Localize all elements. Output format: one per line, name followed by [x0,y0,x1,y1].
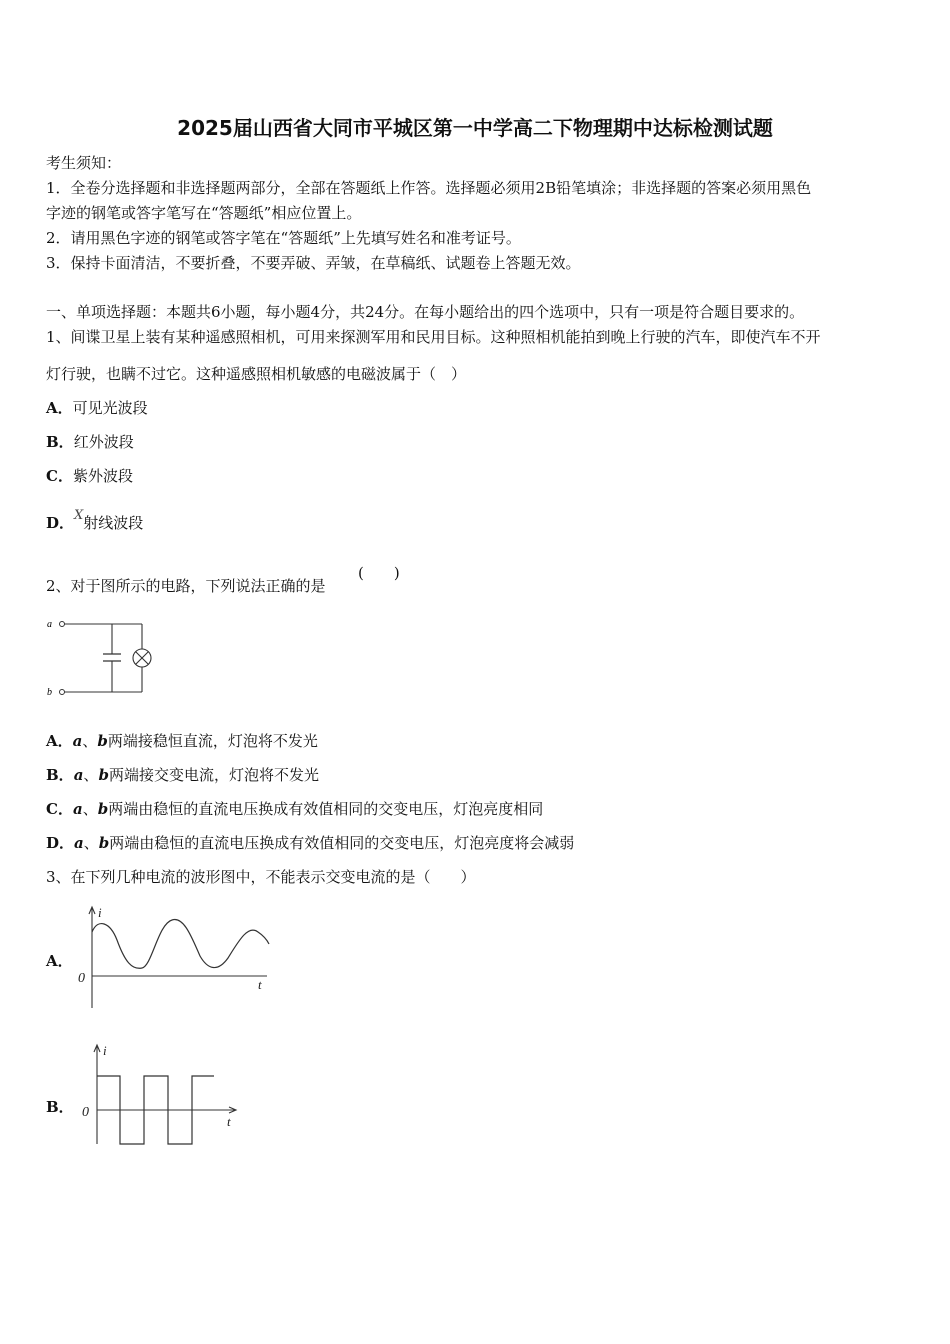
var-a: a [73,766,84,784]
q2-option-c [46,799,543,819]
option-text: 红外波段 [73,433,134,451]
option-label: A． [46,732,73,750]
q2-stem: 2、对于图所示的电路，下列说法正确的是 [46,577,326,595]
option-label: A． [46,952,73,970]
axis-i-label: i [103,1043,107,1058]
var-b: b [97,800,109,818]
q3-stem: 3、在下列几种电流的波形图中，不能表示交变电流的是（ ） [46,868,476,886]
separator: 、 [82,800,98,818]
separator: 、 [83,834,99,852]
terminal-a [60,622,65,627]
q1-stem-line-1: 1、间谍卫星上装有某种遥感照相机，可用来探测军用和民用目标。这种照相机能拍到晚上行驶的汽车，即使汽车不开 [46,328,821,346]
var-a: a [72,800,83,818]
q1-option-c [46,466,133,486]
q1-option-d [46,508,144,535]
option-text: 可见光波段 [72,399,148,417]
origin-label: 0 [82,1105,89,1120]
separator: 、 [83,766,99,784]
option-label: D． [46,514,75,532]
q2-option-b [46,765,319,785]
lamp [133,649,151,667]
circuit-wires [65,624,143,692]
q2-circuit-diagram [44,612,164,702]
option-label: C． [46,800,73,818]
capacitor [103,654,121,661]
var-b: b [98,834,110,852]
notice-item-1-line-1: 1．全卷分选择题和非选择题两部分，全部在答题纸上作答。选择题必须用2B铅笔填涂；非选择题的答案必须用黑色 [46,179,812,197]
option-text: 两端接稳恒直流，灯泡将不发光 [107,732,318,750]
q3-option-a-label [46,951,73,971]
axis-i-label: i [98,905,102,920]
axes [94,1045,236,1144]
option-text: 紫外波段 [72,467,133,485]
separator: 、 [82,732,98,750]
terminal-b-label: b [47,687,52,698]
option-text: 射线波段 [83,514,144,532]
page-title: 2025届山西省大同市平城区第一中学高二下物理期中达标检测试题 [177,116,773,140]
notice-item-2: 2．请用黑色字迹的钢笔或答字笔在“答题纸”上先填写姓名和准考证号。 [46,229,521,247]
option-text: 两端接交变电流，灯泡将不发光 [108,766,319,784]
terminal-a-label: a [47,619,52,630]
notice-heading: 考生须知： [46,154,122,172]
var-a: a [72,732,83,750]
option-text: 两端由稳恒的直流电压换成有效值相同的交变电压，灯泡亮度将会减弱 [109,834,575,852]
q1-option-a [46,398,148,418]
q1-stem-line-2: 灯行驶，也瞒不过它。这种遥感照相机敏感的电磁波属于（ ） [46,365,467,383]
q2-answer-paren: ( ) [358,564,400,582]
axis-t-label: t [258,977,262,992]
notice-item-1-line-2: 字迹的钢笔或答字笔写在“答题纸”相应位置上。 [46,204,362,222]
origin-label: 0 [78,971,85,986]
notice-item-3: 3．保持卡面清洁，不要折叠，不要弄破、弄皱，在草稿纸、试题卷上答题无效。 [46,254,581,272]
option-label: B． [46,433,74,451]
var-a: a [74,834,84,852]
axis-t-label: t [227,1114,231,1129]
q3-waveform-b [72,1040,242,1148]
var-b: b [97,732,108,750]
q3-option-b-label [46,1097,74,1117]
option-label: B． [46,766,74,784]
option-text: 两端由稳恒的直流电压换成有效值相同的交变电压，灯泡亮度相同 [108,800,544,818]
section-heading: 一、单项选择题：本题共6小题，每小题4分，共24分。在每小题给出的四个选项中，只有一项是符合题目要求的。 [46,303,805,321]
axes [89,907,267,1008]
option-label: A． [46,399,73,417]
sine-curve [92,920,269,969]
var-b: b [98,766,109,784]
q3-waveform-a [72,900,277,1012]
option-label: D． [46,834,75,852]
x-ray-symbol: X [74,508,84,523]
q2-option-a [46,731,318,751]
terminal-b [60,690,65,695]
q1-option-b [46,432,134,452]
option-label: B． [46,1098,74,1116]
option-label: C． [46,467,73,485]
q2-option-d [46,833,574,853]
